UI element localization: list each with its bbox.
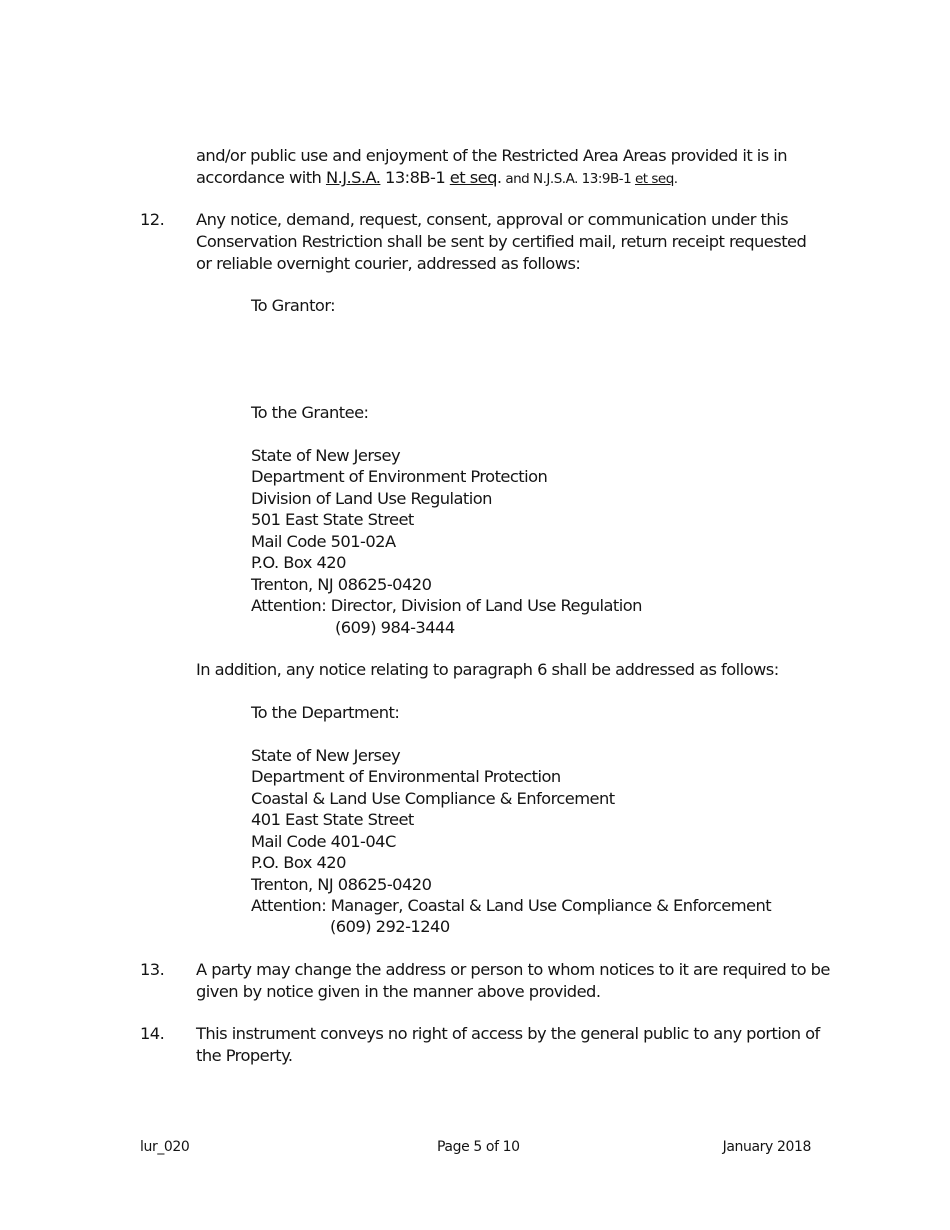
- para14-line-1: This instrument conveys no right of access by the general public to any portion of: [196, 1024, 820, 1043]
- addition-notice: In addition, any notice relating to paragraph 6 shall be addressed as follows:: [196, 660, 779, 679]
- njsa-citation: N.J.S.A.: [325, 168, 381, 187]
- grantee-phone: (609) 984-3444: [335, 618, 455, 637]
- period-2: .: [673, 171, 678, 187]
- para11-line-2: [196, 167, 678, 190]
- para12-line-2: Conservation Restriction shall be sent by certified mail, return receipt requested: [196, 232, 807, 251]
- para12-line-1: Any notice, demand, request, consent, approval or communication under this: [196, 210, 789, 229]
- address-line: Attention: Director, Division of Land Use Regulation: [251, 596, 642, 615]
- address-line: Attention: Manager, Coastal & Land Use Compliance & Enforcement: [251, 896, 772, 915]
- footer-page-number: Page 5 of 10: [437, 1139, 520, 1155]
- para13-line-2: given by notice given in the manner above provided.: [196, 982, 601, 1001]
- para11-prefix: accordance with: [196, 168, 326, 187]
- para12-line-3: or reliable overnight courier, addressed as follows:: [196, 254, 581, 273]
- address-line: Mail Code 501-02A: [251, 532, 396, 551]
- department-phone: (609) 292-1240: [330, 917, 450, 936]
- para11-line-1: and/or public use and enjoyment of the Restricted Area Areas provided it is in: [196, 146, 788, 165]
- address-line: P.O. Box 420: [251, 553, 346, 572]
- address-line: Department of Environmental Protection: [251, 767, 561, 786]
- para12-number: 12.: [140, 210, 165, 229]
- address-line: 401 East State Street: [251, 810, 414, 829]
- address-line: Coastal & Land Use Compliance & Enforcement: [251, 789, 615, 808]
- et-seq: et seq: [449, 168, 497, 187]
- address-line: State of New Jersey: [251, 446, 401, 465]
- statute-number: 13:8B-1: [380, 168, 450, 187]
- para13-line-1: A party may change the address or person to whom notices to it are required to be: [196, 960, 830, 979]
- additional-statute: and N.J.S.A. 13:9B-1: [501, 171, 635, 187]
- address-line: Department of Environment Protection: [251, 467, 548, 486]
- para14-line-2: the Property.: [196, 1046, 293, 1065]
- address-line: State of New Jersey: [251, 746, 401, 765]
- period: .: [496, 168, 502, 187]
- et-seq-2: et seq: [634, 171, 674, 187]
- address-line: Division of Land Use Regulation: [251, 489, 492, 508]
- footer-form-id: lur_020: [140, 1139, 190, 1155]
- to-department-label: To the Department:: [251, 703, 400, 722]
- address-line: Trenton, NJ 08625-0420: [251, 875, 432, 894]
- to-grantee-label: To the Grantee:: [251, 403, 369, 422]
- address-line: Mail Code 401-04C: [251, 832, 396, 851]
- address-line: Trenton, NJ 08625-0420: [251, 575, 432, 594]
- to-grantor-label: To Grantor:: [251, 296, 336, 315]
- para13-number: 13.: [140, 960, 165, 979]
- address-line: 501 East State Street: [251, 510, 414, 529]
- address-line: P.O. Box 420: [251, 853, 346, 872]
- footer-date: January 2018: [722, 1139, 811, 1155]
- para14-number: 14.: [140, 1024, 165, 1043]
